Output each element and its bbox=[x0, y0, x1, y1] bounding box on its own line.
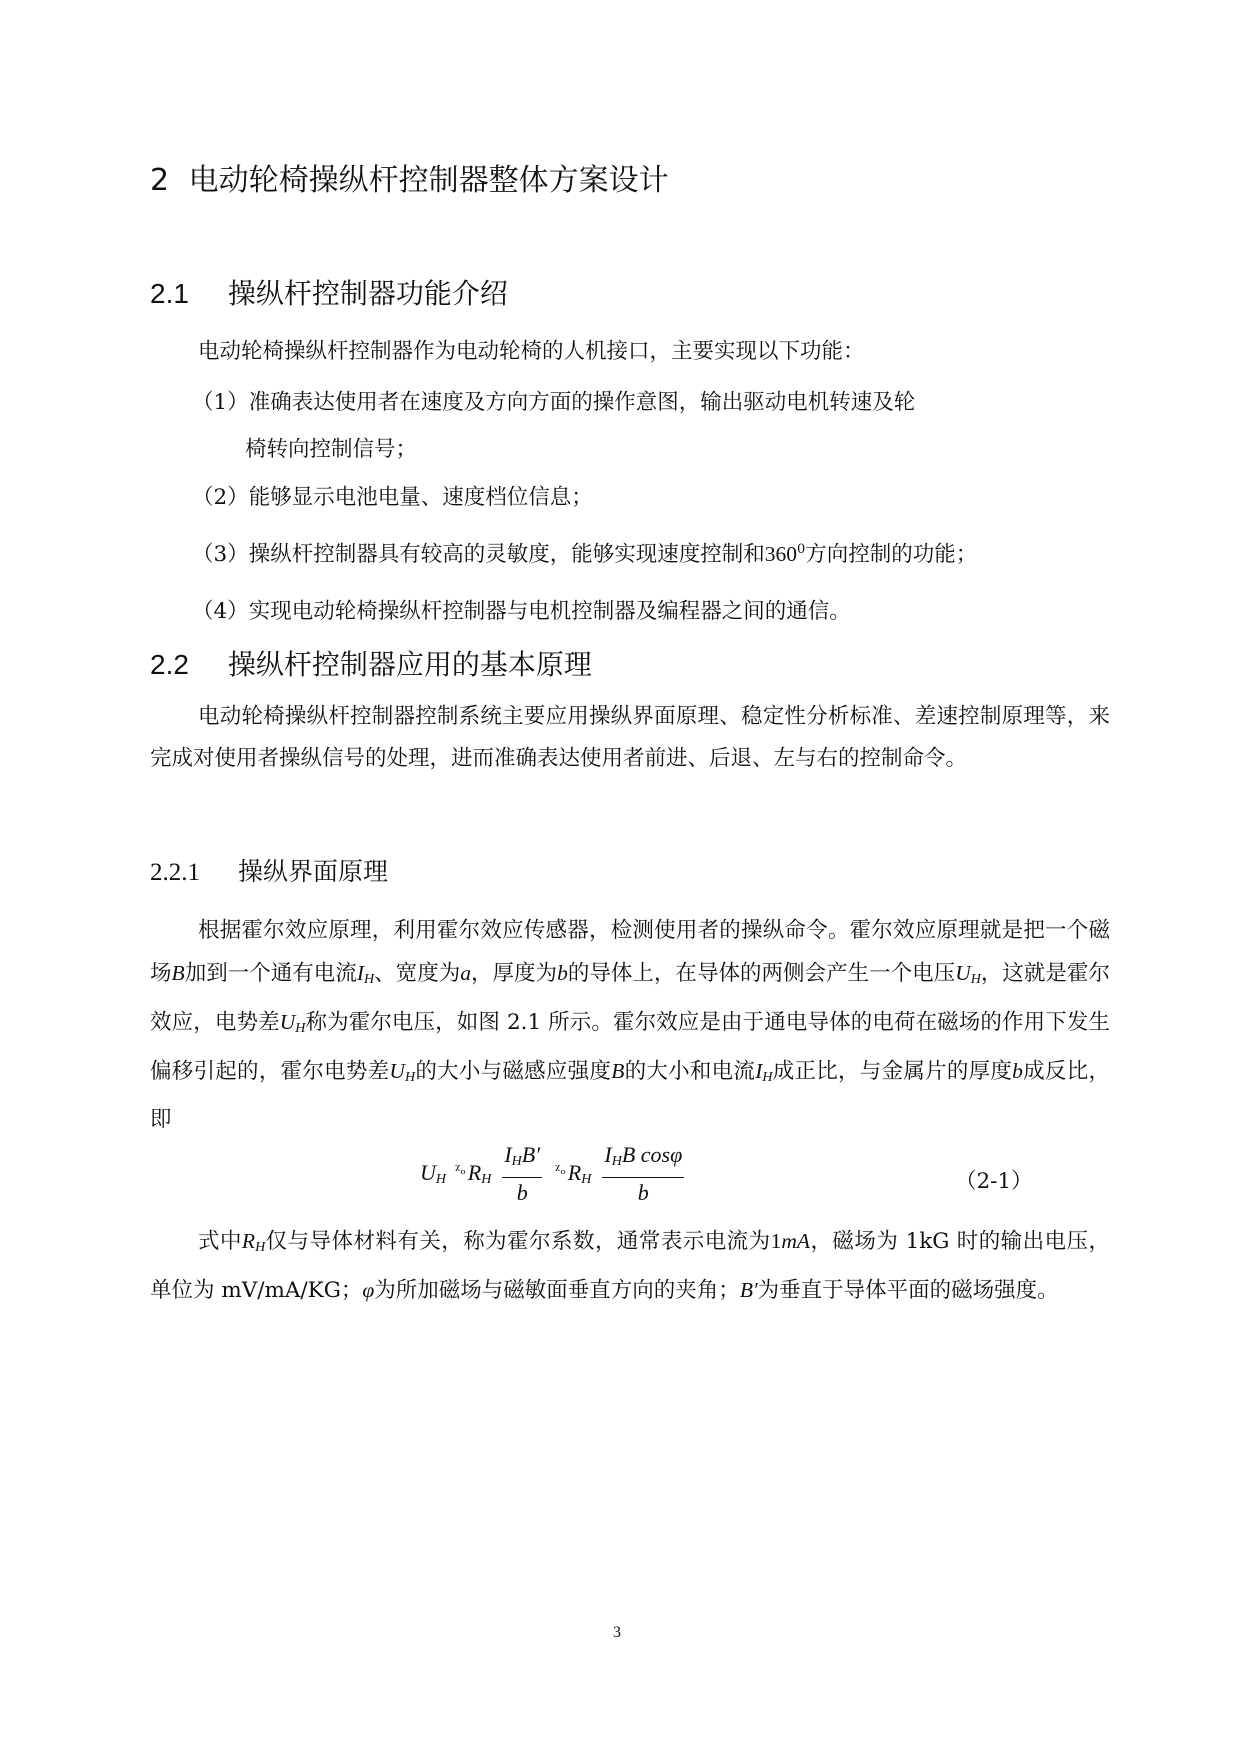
list-label: （4） bbox=[192, 599, 249, 624]
symbol-b: b bbox=[557, 961, 568, 985]
eq-symbol-phi: φ bbox=[670, 1142, 683, 1167]
subscript-H: H bbox=[404, 1070, 416, 1085]
text-run: 称为霍尔电压，如图 2.1 所示。霍尔效应是由于通电导体的电荷在磁场的作用下发生偏移引起的，霍尔电势差 bbox=[150, 1010, 1110, 1084]
eq-denominator: b bbox=[637, 1180, 649, 1205]
symbol-Bprime: B′ bbox=[739, 1278, 758, 1302]
symbol-I: I bbox=[755, 1059, 763, 1083]
text-run: 的导体上，在导体的两侧会产生一个电压 bbox=[567, 961, 956, 986]
text-run: 仅与导体材料有关，称为霍尔系数，通常表示电流为 bbox=[265, 1229, 771, 1254]
hall-effect-paragraph bbox=[150, 910, 1110, 1141]
symbol-phi: φ bbox=[362, 1278, 375, 1302]
proportional-symbol: ᵡₒ bbox=[555, 1162, 566, 1178]
equation-2-1 bbox=[420, 1140, 688, 1208]
text-run: ，这就是霍尔效应，电势差 bbox=[150, 961, 1110, 1035]
equation-label: （2-1） bbox=[955, 1169, 1033, 1194]
hall-coefficient-paragraph bbox=[150, 1220, 1110, 1312]
section-2-2-heading bbox=[150, 643, 592, 683]
eq-symbol-Bprime: B′ bbox=[521, 1142, 541, 1167]
eq-denominator: b bbox=[516, 1180, 528, 1205]
eq-symbol-U: U bbox=[420, 1160, 436, 1185]
section-2-1-intro: 电动轮椅操纵杆控制器作为电动轮椅的人机接口，主要实现以下功能： bbox=[198, 339, 865, 364]
symbol-B: B bbox=[171, 961, 185, 985]
eq-symbol-Bcos: B cos bbox=[621, 1142, 671, 1167]
eq-symbol-R: R bbox=[467, 1160, 482, 1185]
section-2-2-paragraph: 电动轮椅操纵杆控制器控制系统主要应用操纵界面原理、稳定性分析标准、差速控制原理等，来完成对使用者操纵信号的处理，进而准确表达使用者前进、后退、左与右的控制命令。 bbox=[150, 704, 1110, 771]
section-number: 2.2 bbox=[150, 649, 189, 680]
text-run: 为所加磁场与磁敏面垂直方向的夹角； bbox=[374, 1278, 740, 1303]
text-run: 为垂直于导体平面的磁场强度。 bbox=[757, 1278, 1059, 1303]
list-item-3 bbox=[192, 537, 977, 568]
text-run: 成正比，与金属片的厚度 bbox=[772, 1059, 1013, 1084]
proportional-symbol: ᵡₒ bbox=[455, 1162, 466, 1178]
section-title: 操纵杆控制器功能介绍 bbox=[227, 277, 508, 310]
page-number: 3 bbox=[613, 1624, 621, 1641]
degree-superscript: 0 bbox=[796, 541, 806, 557]
list-label: （3） bbox=[192, 542, 249, 567]
list-item-1 bbox=[192, 385, 915, 416]
angle-value: 360 bbox=[764, 542, 797, 566]
list-text: 能够显示电池电量、速度档位信息； bbox=[248, 485, 593, 510]
eq-symbol-I: I bbox=[504, 1142, 512, 1167]
symbol-B: B bbox=[611, 1059, 625, 1083]
section-number: 2.2.1 bbox=[150, 859, 200, 886]
current-unit: mA bbox=[781, 1229, 811, 1253]
list-item-1-continued: 椅转向控制信号； bbox=[245, 437, 418, 462]
eq-fraction-1 bbox=[502, 1140, 542, 1208]
section-number: 2.1 bbox=[150, 278, 189, 309]
symbol-I: I bbox=[356, 961, 365, 985]
text-run: 成反比，即 bbox=[150, 1059, 1110, 1132]
eq-subscript-H: H bbox=[611, 1154, 622, 1169]
list-item-4 bbox=[192, 594, 851, 625]
text-run: 式中 bbox=[198, 1229, 242, 1254]
symbol-U: U bbox=[955, 961, 971, 985]
text-run: 加到一个通有电流 bbox=[184, 961, 357, 986]
symbol-a: a bbox=[460, 961, 471, 985]
subscript-H: H bbox=[970, 972, 981, 987]
subscript-H: H bbox=[762, 1070, 773, 1085]
subscript-H: H bbox=[295, 1021, 306, 1036]
list-text: 实现电动轮椅操纵杆控制器与电机控制器及编程器之间的通信。 bbox=[248, 599, 851, 624]
text-run: 的大小与磁感应强度 bbox=[415, 1059, 612, 1084]
symbol-b: b bbox=[1012, 1059, 1023, 1083]
list-item-2 bbox=[192, 480, 593, 511]
subscript-H: H bbox=[364, 972, 375, 987]
list-label: （1） bbox=[192, 390, 249, 415]
text-run: 的大小和电流 bbox=[624, 1059, 756, 1084]
symbol-U: U bbox=[279, 1010, 296, 1034]
chapter-number: 2 bbox=[150, 163, 170, 198]
chapter-title: 电动轮椅操纵杆控制器整体方案设计 bbox=[188, 163, 669, 198]
current-value: 1 bbox=[770, 1229, 782, 1253]
eq-subscript-H: H bbox=[511, 1154, 522, 1169]
eq-fraction-2 bbox=[602, 1140, 684, 1208]
list-text: 准确表达使用者在速度及方向方面的操作意图，输出驱动电机转速及轮 bbox=[248, 390, 916, 415]
eq-symbol-R: R bbox=[567, 1160, 582, 1185]
chapter-heading bbox=[150, 155, 669, 199]
list-text: 操纵杆控制器具有较高的灵敏度，能够实现速度控制和 bbox=[248, 542, 765, 567]
list-label: （2） bbox=[192, 485, 249, 510]
subscript-H: H bbox=[255, 1240, 266, 1255]
text-run: 、宽度为 bbox=[374, 961, 461, 986]
text-run: ，磁场为 1kG 时的输出电压，单位为 mV/mA/KG； bbox=[150, 1229, 1110, 1303]
symbol-U: U bbox=[389, 1059, 405, 1083]
symbol-R: R bbox=[241, 1229, 256, 1253]
section-2-1-heading bbox=[150, 272, 508, 312]
section-title: 操纵界面原理 bbox=[237, 857, 388, 886]
text-run: 根据霍尔效应原理，利用霍尔效应传感器，检测使用者的操纵命令。霍尔效应原理就是把一个磁场 bbox=[150, 918, 1110, 986]
section-title: 操纵杆控制器应用的基本原理 bbox=[227, 648, 592, 681]
section-2-2-1-heading bbox=[150, 852, 388, 888]
eq-subscript-H: H bbox=[481, 1172, 492, 1187]
list-text: 方向控制的功能； bbox=[805, 542, 978, 567]
eq-subscript-H: H bbox=[435, 1172, 447, 1187]
eq-subscript-H: H bbox=[581, 1172, 592, 1187]
eq-symbol-I: I bbox=[604, 1142, 612, 1167]
text-run: ，厚度为 bbox=[470, 961, 558, 986]
